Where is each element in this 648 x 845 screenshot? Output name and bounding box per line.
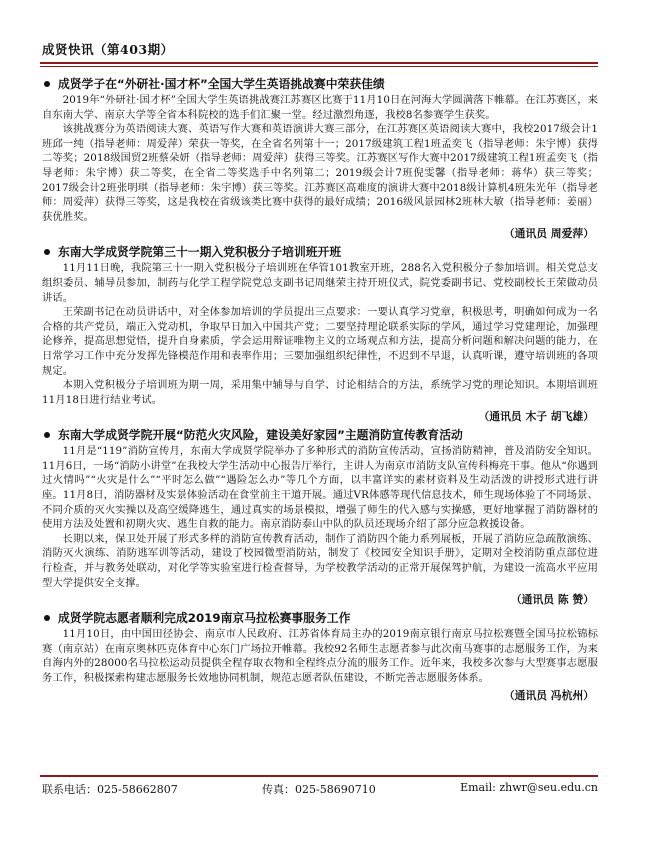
article-paragraph: 王荣副书记在动员讲话中，对全体参加培训的学员提出三点要求：一要认真学习党章，积极思考，明确如何成为一名合格的共产党员，端正入党动机，争取早日加入中国共产党；二要坚持理论联系实际的学风，通过学习党建理论，加强理论修养，提高思想觉悟，提升自身素质，学会运用辩证唯物主义的立场观点和方法，提高分析问题和解决问题的能力，在日常学习工作中充分发挥先锋模范作用和表率作用；三要加强组织纪律性，不迟到不早退，认真听课，遵守培训班的各项规定。 <box>42 306 598 377</box>
article-marathon-volunteers <box>42 610 598 703</box>
article-headline <box>42 427 598 443</box>
article-byline: （通讯员 木子 胡飞雄） <box>478 410 594 424</box>
contact-footer <box>42 781 598 797</box>
article-paragraph: 2019年“外研社·国才杯”全国大学生英语挑战赛江苏赛区比赛于11月10日在河海大学圆满落下帷幕。在江苏赛区，来自东南大学、南京大学等全省本科院校的选手们汇聚一堂。经过激烈角逐，我校8名参赛学生获奖。 <box>42 94 598 121</box>
article-english-contest <box>42 76 598 242</box>
top-divider-thin <box>40 66 598 67</box>
article-headline <box>42 244 598 260</box>
top-divider <box>40 62 598 64</box>
article-paragraph: 11月11日晚，我院第三十一期入党积极分子培训班在华管101教室开班，288名入党积极分子参加培训。相关党总支组织委员、辅导员参加，制药与化学工程学院党总支副书记周继荣主持开班仪式，院党委副书记、党校副校长王荣做动员讲话。 <box>42 262 598 304</box>
bullet-icon <box>44 432 50 438</box>
bullet-icon <box>44 81 50 87</box>
footer-fax: 传真：025-58690710 <box>262 783 376 796</box>
headline-text: 成贤学院志愿者顺利完成2019南京马拉松赛事服务工作 <box>58 611 351 626</box>
bottom-divider <box>40 775 598 777</box>
headline-text: 东南大学成贤学院开展“防范火灾风险，建设美好家园”主题消防宣传教育活动 <box>58 428 463 443</box>
article-paragraph: 本期入党积极分子培训班为期一周，采用集中辅导与自学、讨论相结合的方法，系统学习党的理论知识。本期培训班11月18日进行结业考试。 <box>42 379 598 406</box>
footer-phone: 联系电话：025-58662807 <box>42 783 178 796</box>
article-paragraph: 该挑战赛分为英语阅读大赛、英语写作大赛和英语演讲大赛三部分，在江苏赛区英语阅读大赛中，我校2017级会计1班邱一纯（指导老师：周爱萍）荣获一等奖，在全省名列第十一；2017级建筑工程1班孟奕飞（指导老师：朱宇博）获得二等奖；2018级国贸2班蔡朵妍（指导老师：周爱萍）获得三等奖。江苏赛区写作大赛中2017级建筑工程1班孟奕飞（指导老师：朱宇博）获二等奖，在全省二等奖选手中名列第二；2019级会计7班倪雯馨（指导老师：蒋华）获三等奖；2017级会计2班张明琪（指导老师：朱宇博）获三等奖。江苏赛区高难度的演讲大赛中2018级计算机4班朱光年（指导老师：周爱萍）获得三等奖，这是我校在省级该类比赛中获得的最好成绩；2016级风景园林2班林大敏（指导老师：姜丽）获优胜奖。 <box>42 123 598 223</box>
article-paragraph: 11月是“119”消防宣传月，东南大学成贤学院举办了多种形式的消防宣传活动，宣扬消防精神，普及消防安全知识。11月6日，一场“消防小讲堂”在我校大学生活动中心报告厅举行，主讲人为南京市消防支队宣传科梅亮干事。他从“你遇到过火情吗”“火灾是什么”“平时怎么做”“遇险怎么办”等几个方面，以丰富详实的素材资料及生动活泼的讲授形式进行讲座。11月8日，消防器材及实景体验活动在食堂前主干道开展。通过VR体感等现代信息技术，师生现场体验了不同场景、不同介质的灭火实操以及高空缓降逃生，通过真实的场景模拟，增强了师生的代入感与实操感，更好地掌握了消防器材的使用方法及处置和初期火灾、逃生自救的能力。南京消防泰山中队的队员还现场介绍了部分应急救援设备。 <box>42 445 598 531</box>
footer-email[interactable]: Email: zhwr@seu.edu.cn <box>460 781 598 794</box>
headline-text: 成贤学子在“外研社·国才杯”全国大学生英语挑战赛中荣获佳绩 <box>58 77 385 91</box>
article-paragraph: 11月10日，由中国田径协会、南京市人民政府、江苏省体育局主办的2019南京银行南京马拉松赛暨全国马拉松锦标赛（南京站）在南京奥林匹克体育中心东门广场拉开帷幕。我校92名师生志愿者参与此次南马赛事的志愿服务工作，为来自海内外的28000名马拉松运动员提供全程存取衣物和全程终点分流的服务工作。近年来，我校多次参与大型赛事志愿服务工作，积极探索构建志愿服务长效地协同机制，规范志愿者队伍建设，不断完善志愿服务体系。 <box>42 628 598 684</box>
article-byline: （通讯员 周爱萍） <box>503 227 594 241</box>
headline-text: 东南大学成贤学院第三十一期入党积极分子培训班开班 <box>58 245 342 260</box>
bullet-icon <box>44 249 50 255</box>
article-headline <box>42 610 598 626</box>
masthead-title: 成贤快讯（第403期） <box>42 42 174 57</box>
article-fire-safety <box>42 427 598 608</box>
article-byline: （通讯员 冯杭州） <box>503 688 594 702</box>
bullet-icon <box>44 615 50 621</box>
article-list <box>42 74 598 706</box>
article-paragraph: 长期以来，保卫处开展了形式多样的消防宣传教育活动，制作了消防四个能力系列展板，开展了消防应急疏散演练、消防灭火演练、消防逃军训等活动，建设了校园微型消防站，制发了《校园安全知识手册》，定期对全校消防重点部位进行检查，并与教务处联动，对化学等实验室进行检查督导，为学校教学活动的正常开展保驾护航，为建设一流高水平应用型大学提供安全支撑。 <box>42 532 598 589</box>
article-headline <box>42 76 598 92</box>
article-party-training <box>42 244 598 425</box>
article-byline: （通讯员 陈 赞） <box>510 593 594 607</box>
